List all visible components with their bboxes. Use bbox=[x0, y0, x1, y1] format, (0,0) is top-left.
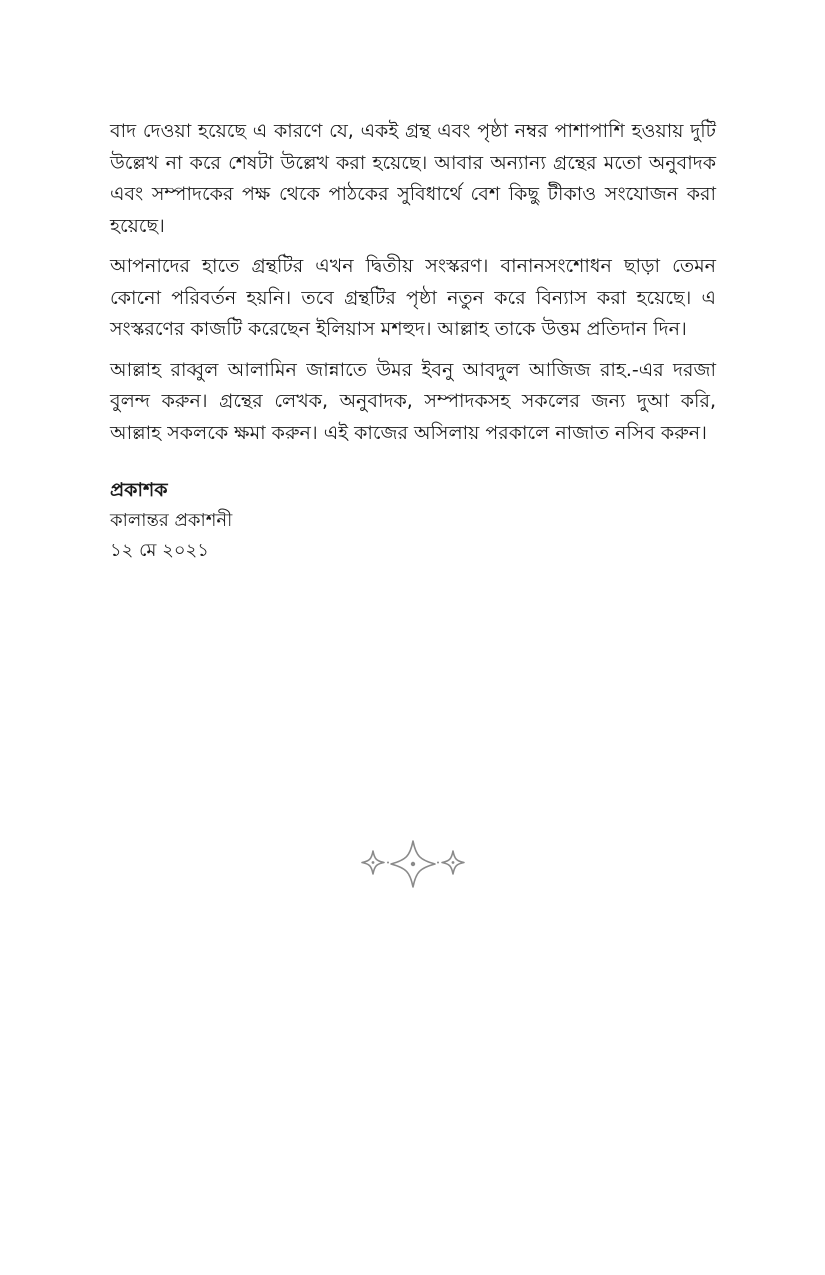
paragraph-3: আল্লাহ রাব্বুল আলামিন জান্নাতে উমর ইবনু আবদুল আজিজ রাহ.-এর দরজা বুলন্দ করুন। গ্রন্থের লেখক, অনুবাদক, সম্পাদকসহ সকলের জন্য দুআ করি, আল্লাহ সকলকে ক্ষমা করুন। এই কাজের অসিলায় পরকালে নাজাত নসিব করুন। bbox=[110, 358, 716, 444]
publisher-block bbox=[110, 475, 716, 566]
body-text bbox=[110, 116, 716, 566]
sparkle-ornament-icon bbox=[359, 838, 467, 890]
publisher-label: প্রকাশক bbox=[110, 479, 168, 501]
publisher-name: কালান্তর প্রকাশনী bbox=[110, 510, 233, 531]
paragraph-2: আপনাদের হাতে গ্রন্থটির এখন দ্বিতীয় সংস্করণ। বানানসংশোধন ছাড়া তেমন কোনো পরিবর্তন হয়নি। তবে গ্রন্থটির পৃষ্ঠা নতুন করে বিন্যাস করা হয়েছে। এ সংস্করণের কাজটি করেছেন ইলিয়াস মশহুদ। আল্লাহ তাকে উত্তম প্রতিদান দিন। bbox=[110, 255, 716, 340]
paragraph-1: বাদ দেওয়া হয়েছে এ কারণে যে, একই গ্রন্থ এবং পৃষ্ঠা নম্বর পাশাপাশি হওয়ায় দুটি উল্লেখ না করে শেষটা উল্লেখ করা হয়েছে। আবার অন্যান্য গ্রন্থের মতো অনুবাদক এবং সম্পাদকের পক্ষ থেকে পাঠকের সুবিধার্থে বেশ কিছু টীকাও সংযোজন করা হয়েছে। bbox=[110, 120, 716, 237]
publication-date: ১২ মে ২০২১ bbox=[110, 540, 209, 561]
